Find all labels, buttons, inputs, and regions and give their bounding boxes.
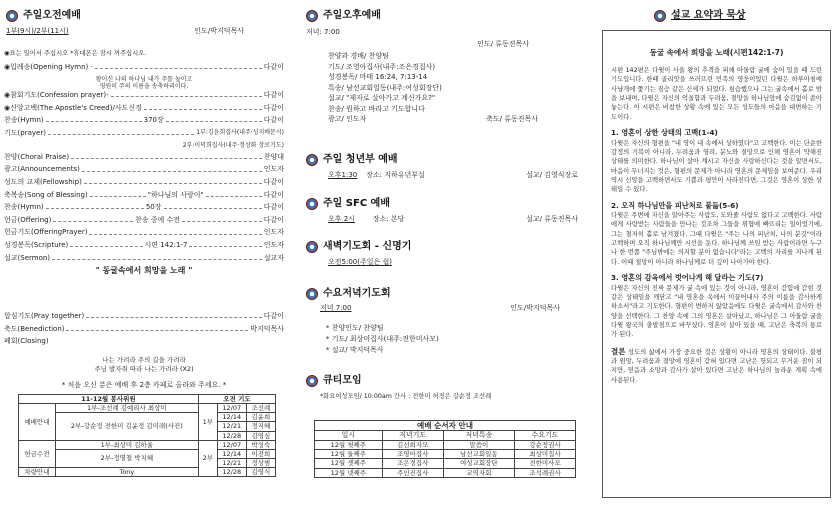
order-item-role: 다같이 — [263, 178, 284, 187]
table-cell: 12/07 — [217, 440, 246, 449]
bullet-icon — [6, 10, 18, 22]
table-cell: 여성교회장단 — [443, 459, 514, 468]
sermon-section-heading: 1. 영혼이 상한 상태의 고백(1-4) — [611, 127, 718, 137]
column-other-services — [300, 0, 585, 508]
evening-order-text: 광고/ 인도자 — [328, 115, 367, 123]
order-item-label: 광고(Announcements) — [4, 165, 80, 174]
youth-heading — [306, 153, 398, 166]
wednesday-order-item: * 찬양인도/ 찬양팀 — [326, 324, 384, 332]
wednesday-order-item: * 기도/ 최상미집사(내주:전한미사모) — [326, 334, 439, 343]
evening-order-item: 기도/ 조영아집사(내주:조은경집사) — [328, 62, 436, 71]
order-item-role: 다같이 — [263, 203, 284, 212]
table-row — [315, 450, 576, 459]
summary-heading — [654, 9, 746, 22]
sermon-section-text: 다윗은 주변에 자신을 알아주는 사람도, 도와줄 사람도 없다고 고백한다. 사람에게 사랑받는 사람들을 만나는 것조차 그들을 위협에 빠뜨리는 일이었기에, 그는 철저히 홀로 남겨졌다. 그때 다윗은 "주는 나의 피난처, 나의 분깃"이라 고백하며 오직 하나님께만 시선을 둔다. 하나님께 쓰임 받는 사람이라면 누구나 한 번쯤 "주님밖에는 의지할 분이 없습니다"라는 고백의 자리를 지나게 된다. 이때 절망이 아니라 하나님께로 더 깊이 나아가야 한다. — [611, 212, 822, 266]
sermon-box-title: 동굴 속에서 희망을 노래(시편142:1-7) — [649, 48, 784, 57]
order-item — [4, 191, 284, 200]
table-cell: 1부-조선례 김예리사 최상미 — [55, 404, 198, 413]
table-row — [315, 441, 576, 450]
order-item-role: 다같이 — [263, 63, 284, 71]
order-item-label: 헌금기도(OfferingPrayer) — [4, 228, 88, 237]
table-cell: 12월 둘째주 — [315, 450, 383, 459]
order-item — [4, 312, 284, 321]
table-row — [19, 449, 276, 458]
wednesday-heading — [306, 287, 391, 300]
conclusion-text: 성도의 삶에서 가장 중요한 것은 상황이 아니라 영혼의 상태이다. 불평과 원망, 두려움과 절망에 영혼이 갇혀 있다면 고난은 헛되고 무거운 짐이 되지만, 믿음과 소망과 감사가 살아 있다면 고난은 하나님의 놀라운 계획 속에 사용된다. — [611, 348, 822, 384]
table-cell: 주인진집사 — [382, 468, 443, 477]
table-cell: 조은경집사 — [382, 459, 443, 468]
table-cell: 12월 넷째주 — [315, 468, 383, 477]
evening-benediction: 축도/ 류동진목사 — [486, 115, 538, 123]
evening-time: 저녁: 7:00 — [306, 28, 340, 36]
table-cell: 이전희 — [246, 449, 275, 458]
bullet-icon — [306, 375, 318, 387]
sfc-time: 오후 2시 — [328, 215, 355, 223]
sfc-title: 주일 SFC 예배 — [323, 198, 390, 209]
order-item-detail: "하나님의 사랑이" — [147, 190, 204, 199]
schedule-header-row — [315, 431, 576, 441]
table-cell: 12/21 — [217, 422, 246, 431]
order-item — [4, 216, 284, 225]
order-item — [4, 91, 284, 100]
order-item-role: 인도자 — [263, 228, 284, 237]
sermon-section-text: 다윗은 자신의 진짜 문제가 굴 속에 있는 것이 아니라, 영혼이 갇힘에 갇힌 것 같은 상태임을 깨닫고 "내 영혼을 옥에서 이끌어내사 주의 이름을 감사하게 하소서"라고 기도한다. 형편이 변하지 않았음에도 다윗은 굴속에서 감사와 찬양을 선택한다. 그 찬양 속에 그의 영혼은 살아났고, 하나님은 그 아둘람 굴을 다윗 왕국의 출발점으로 바꾸셨다. 영혼이 살아 있을 때, 고난은 축복의 통로가 된다. — [611, 284, 822, 339]
opening-hymn-line: 왕이신 나의 하나님 내가 주를 높이고 — [95, 75, 193, 83]
dawn-title: 새벽기도회 - 신명기 — [323, 241, 412, 252]
table-row — [315, 459, 576, 468]
table-row — [19, 468, 276, 477]
table-row — [19, 440, 276, 449]
table-cell: 12/28 — [217, 431, 246, 440]
table-cell: 12/28 — [217, 468, 246, 477]
order-item-label: 성경봉독(Scripture) — [4, 241, 69, 250]
order-item — [4, 203, 284, 212]
evening-leader: 인도/ 류동진목사 — [477, 40, 529, 48]
evening-order-item: 성경봉독/ 마태 16:24, 7:13-14 — [328, 73, 428, 81]
sermon-title: " 동굴속에서 희망을 노래 " — [95, 266, 193, 276]
conclusion-label: 결론 — [611, 346, 626, 356]
table-cell: 교역자회 — [443, 468, 514, 477]
summary-title: 설교 요약과 묵상 — [671, 10, 746, 21]
order-item-label: 기도(prayer) — [4, 128, 46, 137]
table-cell: 조석례권사 — [515, 468, 576, 477]
order-item — [4, 63, 284, 72]
order-item-label: 합심기도(Pray together) — [4, 312, 85, 320]
table-cell: 12월 첫째주 — [315, 441, 383, 450]
table-header: 오전 기도 — [198, 395, 275, 404]
visitor-note: * 처음 오신 분은 예배 후 2층 카페로 올라와 주세요. * — [61, 381, 227, 390]
evening-heading — [306, 9, 381, 22]
wednesday-order-item: * 설교/ 박지덕목사 — [326, 345, 384, 354]
sermon-section-heading: 3. 영혼의 감옥에서 벗어나게 해 달라는 기도(7) — [611, 273, 764, 283]
order-item-label: 축도(Benediction) — [4, 324, 65, 333]
sermon-section-text: 다윗은 자신의 형편을 "내 영이 내 속에서 상하였다"고 고백한다. 이는 단순한 감정의 기복이 아니라, 두려움과 염려, 분노와 절망으로 인해 영혼이 약해진 상태를 의미한다. 하나님이 살아 계시고 자신을 사랑하신다는 것을 알면서도, 마음이 무너지는 것은, 형편의 문제가 아니라 영혼의 문제임을 보여준다. 우리 역시 신앙을 고백하면서도 기쁨과 평안이 사라진다면, 그것은 영혼이 상한 상태일 수 있다. — [611, 139, 822, 194]
order-item-role: 인도자 — [263, 241, 285, 250]
schedule-title-row — [315, 421, 576, 431]
wednesday-info — [320, 304, 560, 313]
sermon-section-text — [611, 346, 822, 385]
table-cell: 12/14 — [217, 449, 246, 458]
opening-hymn-line: 영원히 주의 이름을 송축하리이다. — [99, 83, 189, 91]
order-item-detail: 시편 142:1-7 — [144, 241, 188, 250]
youth-info — [328, 171, 578, 180]
youth-title: 주일 청년부 예배 — [323, 154, 398, 165]
table-row — [19, 413, 276, 422]
table-header: 11-12월 봉사위원 — [19, 395, 199, 404]
schedule-header: 일시 — [315, 431, 383, 441]
evening-order-item: 찬양과 경배/ 찬양팀 — [328, 52, 389, 60]
order-item-label: 축복송(Song of Blessing) — [4, 190, 88, 199]
wednesday-leader: 인도/박지덕목사 — [510, 304, 560, 312]
order-item — [4, 153, 284, 162]
sermon-section-heading: 2. 오직 하나님만을 피난처로 붙듦(5-6) — [611, 200, 739, 210]
order-item — [4, 104, 284, 113]
table-cell: 12/21 — [217, 458, 246, 467]
order-item-role: 다같이 — [263, 91, 284, 100]
evening-order-item: 찬송/ 원하고 바라고 기도합니다 — [328, 104, 425, 113]
order-item-label: 찬양(Choral Praise) — [4, 152, 70, 161]
wednesday-order — [326, 323, 439, 356]
order-item-label: 성도의 교제(Fellowship) — [4, 178, 82, 187]
order-item-detail: 370장 — [143, 116, 164, 125]
qt-heading — [306, 374, 362, 387]
dawn-heading — [306, 240, 411, 253]
order-item-detail: 1부:김윤희집사(내주·성지배문시) — [196, 128, 284, 136]
schedule-header: 저녁기도 — [382, 431, 443, 441]
order-item-detail: 찬송 중에 수전 — [135, 215, 181, 224]
order-item-role: 다같이 — [263, 215, 284, 224]
evening-title: 주일오후예배 — [323, 10, 381, 21]
bullet-icon — [306, 10, 318, 22]
sermon-box — [602, 30, 831, 498]
youth-time: 오후1:30 — [328, 171, 358, 179]
qt-title: 큐티모임 — [323, 375, 362, 386]
table-cell: 김윤희 — [246, 413, 275, 422]
table-cell: 2부-강순정 전한미 김윤정 김미래(사진) — [55, 413, 198, 440]
order-item-role: 박지덕목사 — [250, 324, 284, 333]
order-item — [4, 178, 284, 187]
order-item-label: 폐회(Closing) — [4, 337, 49, 346]
closing-line-2: 주님 발자취 따라 나는 가려라 (X2) — [94, 364, 194, 373]
table-cell: 차량안내 — [19, 468, 56, 477]
order-item-role: 다같이 — [263, 312, 284, 320]
table-cell: 김영심 — [246, 431, 275, 440]
table-header-row — [19, 395, 276, 404]
table-cell: 김선희자모 — [382, 441, 443, 450]
order-item-label: ◉참회기도(Confession prayer)- — [4, 91, 109, 100]
sfc-info — [328, 215, 578, 224]
table-cell: 조선례 — [246, 404, 275, 413]
order-item — [4, 325, 284, 334]
order-item — [4, 337, 284, 346]
order-item-detail: 2부:이덕희집사(내주·정상화 장로기도) — [182, 141, 284, 149]
order-item — [4, 254, 284, 263]
table-cell: 말씀이 — [443, 441, 514, 450]
wednesday-title: 수요저녁기도회 — [323, 288, 391, 299]
order-item — [4, 165, 284, 174]
bullet-icon — [654, 10, 666, 22]
schedule-header: 수요기도 — [515, 431, 576, 441]
order-item — [4, 241, 284, 250]
bullet-icon — [306, 288, 318, 300]
table-cell: 김영식 — [246, 468, 275, 477]
column-sermon-summary — [596, 0, 835, 508]
volunteer-table — [18, 394, 276, 477]
table-cell: 강순정권사 — [515, 441, 576, 450]
order-item-role: 다같이 — [263, 116, 285, 125]
service-leader: 인도/박지덕목사 — [194, 27, 244, 35]
order-item — [4, 116, 284, 125]
order-item-role: 다같이 — [263, 190, 284, 199]
order-item-role: 다같이 — [263, 103, 284, 112]
table-cell: 2부 — [198, 440, 217, 477]
order-item-role: 찬양대 — [263, 152, 284, 161]
bullet-icon — [306, 198, 318, 210]
wednesday-time: 저녁 7:00 — [320, 304, 352, 312]
service-times: 1부(9시)/2부(11시) — [6, 27, 69, 35]
qt-text: *화요여성모임/ 10:00am 간사 : 전한미 허정은 강순정 조선례 — [320, 393, 492, 400]
order-item-label: 찬송(Hymn) — [4, 116, 44, 125]
evening-order — [328, 51, 558, 125]
evening-order-item — [328, 114, 558, 125]
table-cell: 헌금수전 — [19, 440, 56, 467]
order-of-service-2 — [4, 312, 284, 390]
sfc-heading — [306, 197, 390, 210]
order-item-label: ◉신앙고백(The Apostle's Creed)/사도신경 — [4, 103, 142, 112]
schedule-header: 저녁특송 — [443, 431, 514, 441]
table-row — [315, 468, 576, 477]
sermon-sections — [611, 128, 822, 385]
order-item-label: 헌금(Offering) — [4, 215, 52, 224]
table-cell: 최상미집사 — [515, 450, 576, 459]
table-cell: 예배안내 — [19, 404, 56, 441]
closing-line-1: 나는 가려라 주의 길을 가려라 — [102, 356, 186, 365]
evening-order-item: 특송/ 남선교회일동(내주:여성회장단) — [328, 83, 442, 92]
order-item-label: 설교(Sermon) — [4, 253, 51, 262]
table-cell: 조영아집사 — [382, 450, 443, 459]
sfc-place: 장소: 본당 — [372, 215, 405, 223]
service-times-row — [6, 27, 284, 36]
bullet-icon — [306, 154, 318, 166]
order-item — [4, 228, 284, 237]
schedule-title: 예배 순서자 안내 — [315, 421, 576, 431]
dawn-time: 오전5:00(주일은 쉼) — [328, 258, 392, 266]
table-cell: 12/07 — [217, 404, 246, 413]
order-item-role: 인도자 — [263, 165, 284, 174]
sermon-intro: 시편 142편은 다윗이 사울 왕의 추격을 피해 아둘람 굴에 숨어 있을 때 드린 기도입니다. 한때 골리앗을 쓰러뜨린 민족의 영웅이었던 다윗은 하루아침에 사냥개에 쫓기는 짐승 같은 신세가 되었다. 침습했으나 그는 굴속에서 홀로 밤을 보내며, 다윗은 자신의 억울함과 두려움, 절망을 하나님앞에 숨김없이 쏟아놓는다. 이 시편은 비참한 상황 속에 있는 모든 성도들의 마음을 대변하는 기도이다. — [611, 67, 822, 121]
order-item-role: 설교자 — [263, 253, 284, 262]
standing-note: ◉표는 일어서 주십시오 *휴대폰은 잠시 꺼주십시오. — [4, 50, 147, 57]
order-item-label: ◉입례송(Opening Hymn) · — [4, 63, 93, 71]
table-cell: 전한미사모 — [515, 459, 576, 468]
table-cell: 12/14 — [217, 413, 246, 422]
column-morning-worship — [0, 0, 288, 508]
table-cell: Tony — [55, 468, 198, 477]
table-cell: 12월 셋째주 — [315, 459, 383, 468]
table-cell: 박성숙 — [246, 440, 275, 449]
table-row — [19, 404, 276, 413]
table-cell: 정지혜 — [246, 422, 275, 431]
order-item-detail: 50장 — [145, 203, 162, 212]
order-item-label: 찬송(Hymn) — [4, 203, 44, 212]
table-cell: 남선교회일동 — [443, 450, 514, 459]
table-cell: 1부-최상미 김하율 — [55, 440, 198, 449]
morning-worship-title: 주일오전예배 — [23, 10, 81, 21]
youth-speaker: 설교/ 김영식장로 — [526, 171, 578, 179]
order-item — [4, 142, 284, 150]
schedule-table — [314, 420, 576, 478]
evening-order-item: 설교/ "제자로 살아가고 계신가요?" — [328, 94, 436, 102]
table-cell: 1부 — [198, 404, 217, 441]
bullet-icon — [306, 241, 318, 253]
order-of-service — [4, 63, 284, 280]
youth-place: 장소: 지하유년부실 — [366, 171, 425, 179]
table-cell: 정상범 — [246, 458, 275, 467]
order-item — [4, 129, 284, 138]
morning-worship-heading — [6, 9, 81, 22]
sfc-speaker: 설교/ 류동진목사 — [526, 215, 578, 223]
table-cell: 2부-정명철 박지혜 — [55, 449, 198, 467]
